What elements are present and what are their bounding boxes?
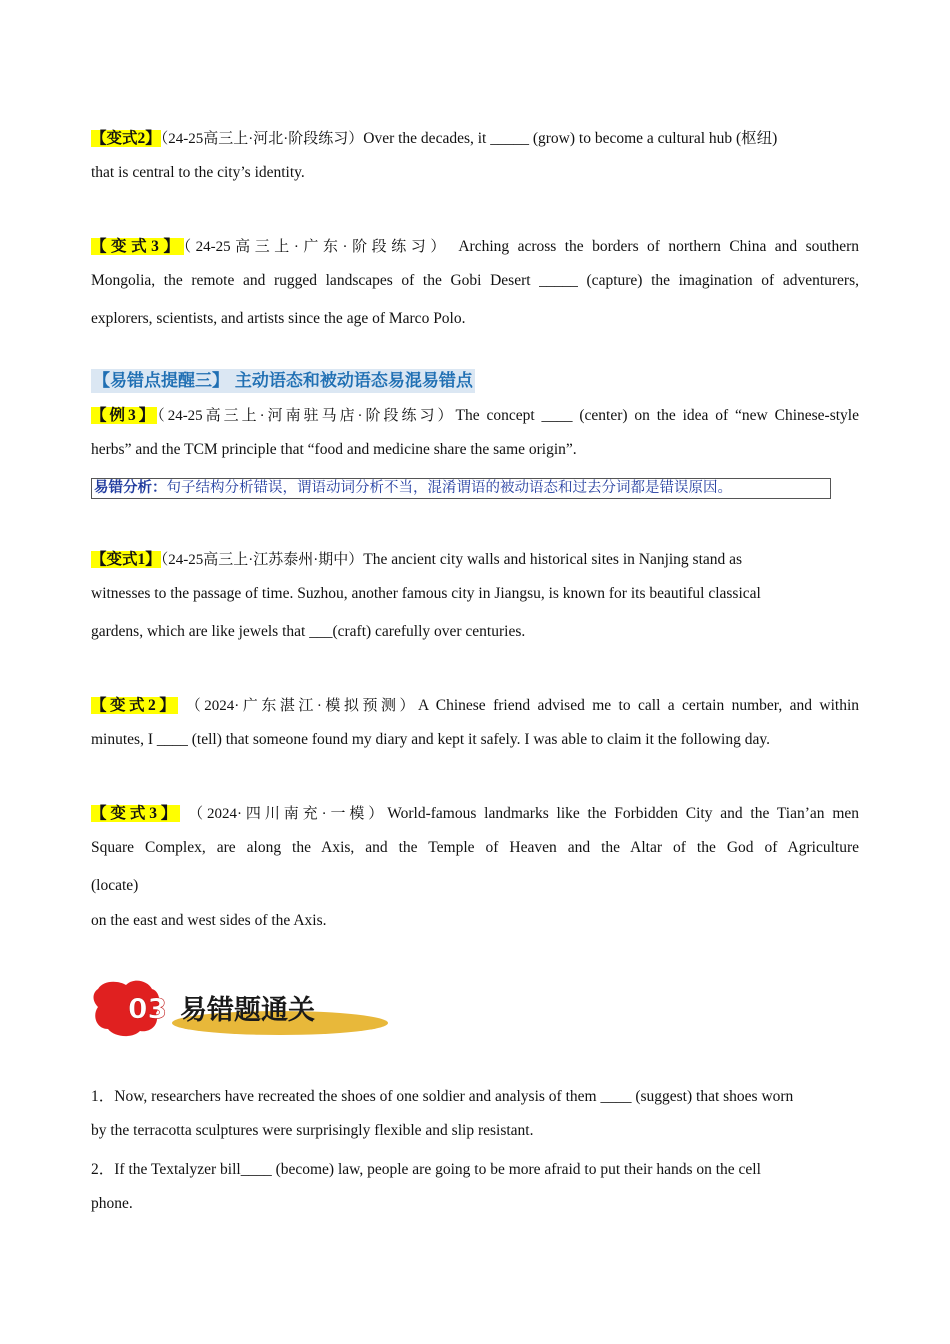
variant-3b-line1 [91,801,859,823]
variant-tag: 【变式1】 [91,551,161,568]
variant-2-line2: that is central to the city’s identity. [91,164,305,181]
question-text: World-famous landmarks like the Forbidden City and the Tian’an men [387,805,859,822]
question-1-line2: by the terracotta sculptures were surprisingly flexible and slip resistant. [91,1122,534,1139]
source-label: （24-25高三上·广东·阶段练习） [183,239,450,255]
question-text: Arching across the borders of northern China and southern [458,238,859,255]
question-text: The ancient city walls and historical sites in Nanjing stand as [363,551,743,568]
variant-1-line2: witnesses to the passage of time. Suzhou, another famous city in Jiangsu, is known for its beautiful classical [91,585,761,602]
analysis-text: 句子结构分析错误，谓语动词分析不当，混淆谓语的被动语态和过去分词都是错误原因。 [166,480,732,496]
banner-title: 易错题通关 [180,995,315,1026]
variant-3-line3: explorers, scientists, and artists since the age of Marco Polo. [91,310,466,327]
variant-tag: 【变式2】 [91,697,179,714]
question-text: A Chinese friend advised me to call a certain number, and within [418,697,859,714]
variant-3b-line3: (locate) [91,877,139,894]
variant-3-line2: Mongolia, the remote and rugged landscapes of the Gobi Desert _____ (capture) the imagination of adventurers, [91,272,859,289]
variant-2b-line2: minutes, I ____ (tell) that someone found my diary and kept it safely. I was able to claim it the following day. [91,731,770,748]
section-banner [90,975,390,1045]
section-heading: 【易错点提醒三】 主动语态和被动语态易混易错点 [93,371,473,391]
source-label: （24-25高三上·江苏泰州·期中） [160,552,364,568]
example-3-line2: herbs” and the TCM principle that “food and medicine share the same origin”. [91,441,577,458]
question-2-line1: 2．If the Textalyzer bill____ (become) law, people are going to be more afraid to put their hands on the cell [91,1161,761,1178]
banner-number: 03 [128,992,167,1025]
question-2-line2: phone. [91,1195,133,1212]
source-label: （2024·四川南充·一模） [188,806,388,822]
analysis-label: 易错分析： [94,480,167,496]
variant-tag: 【变式2】 [91,130,161,147]
source-label: （2024·广东湛江·模拟预测） [185,698,419,714]
variant-2-line1 [91,126,777,148]
question-1-line1: 1．Now, researchers have recreated the shoes of one soldier and analysis of them ____ (suggest) that shoes worn [91,1088,794,1105]
question-text: The concept ____ (center) on the idea of “new Chinese-style [455,407,859,424]
variant-3b-line2: Square Complex, are along the Axis, and the Temple of Heaven and the Altar of the God of Agriculture [91,839,859,856]
question-text: Over the decades, it _____ (grow) to become a cultural hub (枢纽) [363,130,778,147]
variant-tag: 【变式3】 [91,238,184,255]
example-3-line1 [91,403,859,425]
source-label: （24-25高三上·河南驻马店·阶段练习） [157,408,456,424]
variant-3b-line4: on the east and west sides of the Axis. [91,912,327,929]
banner-graphic [90,975,390,1045]
error-analysis-box [91,478,831,499]
variant-1-line3: gardens, which are like jewels that ___(craft) carefully over centuries. [91,623,526,640]
variant-2b-line1 [91,693,859,715]
variant-3-line1 [91,234,859,256]
example-tag: 【例3】 [91,407,158,424]
variant-1-line1 [91,547,742,569]
variant-tag: 【变式3】 [91,805,181,822]
source-label: （24-25高三上·河北·阶段练习） [160,131,364,147]
